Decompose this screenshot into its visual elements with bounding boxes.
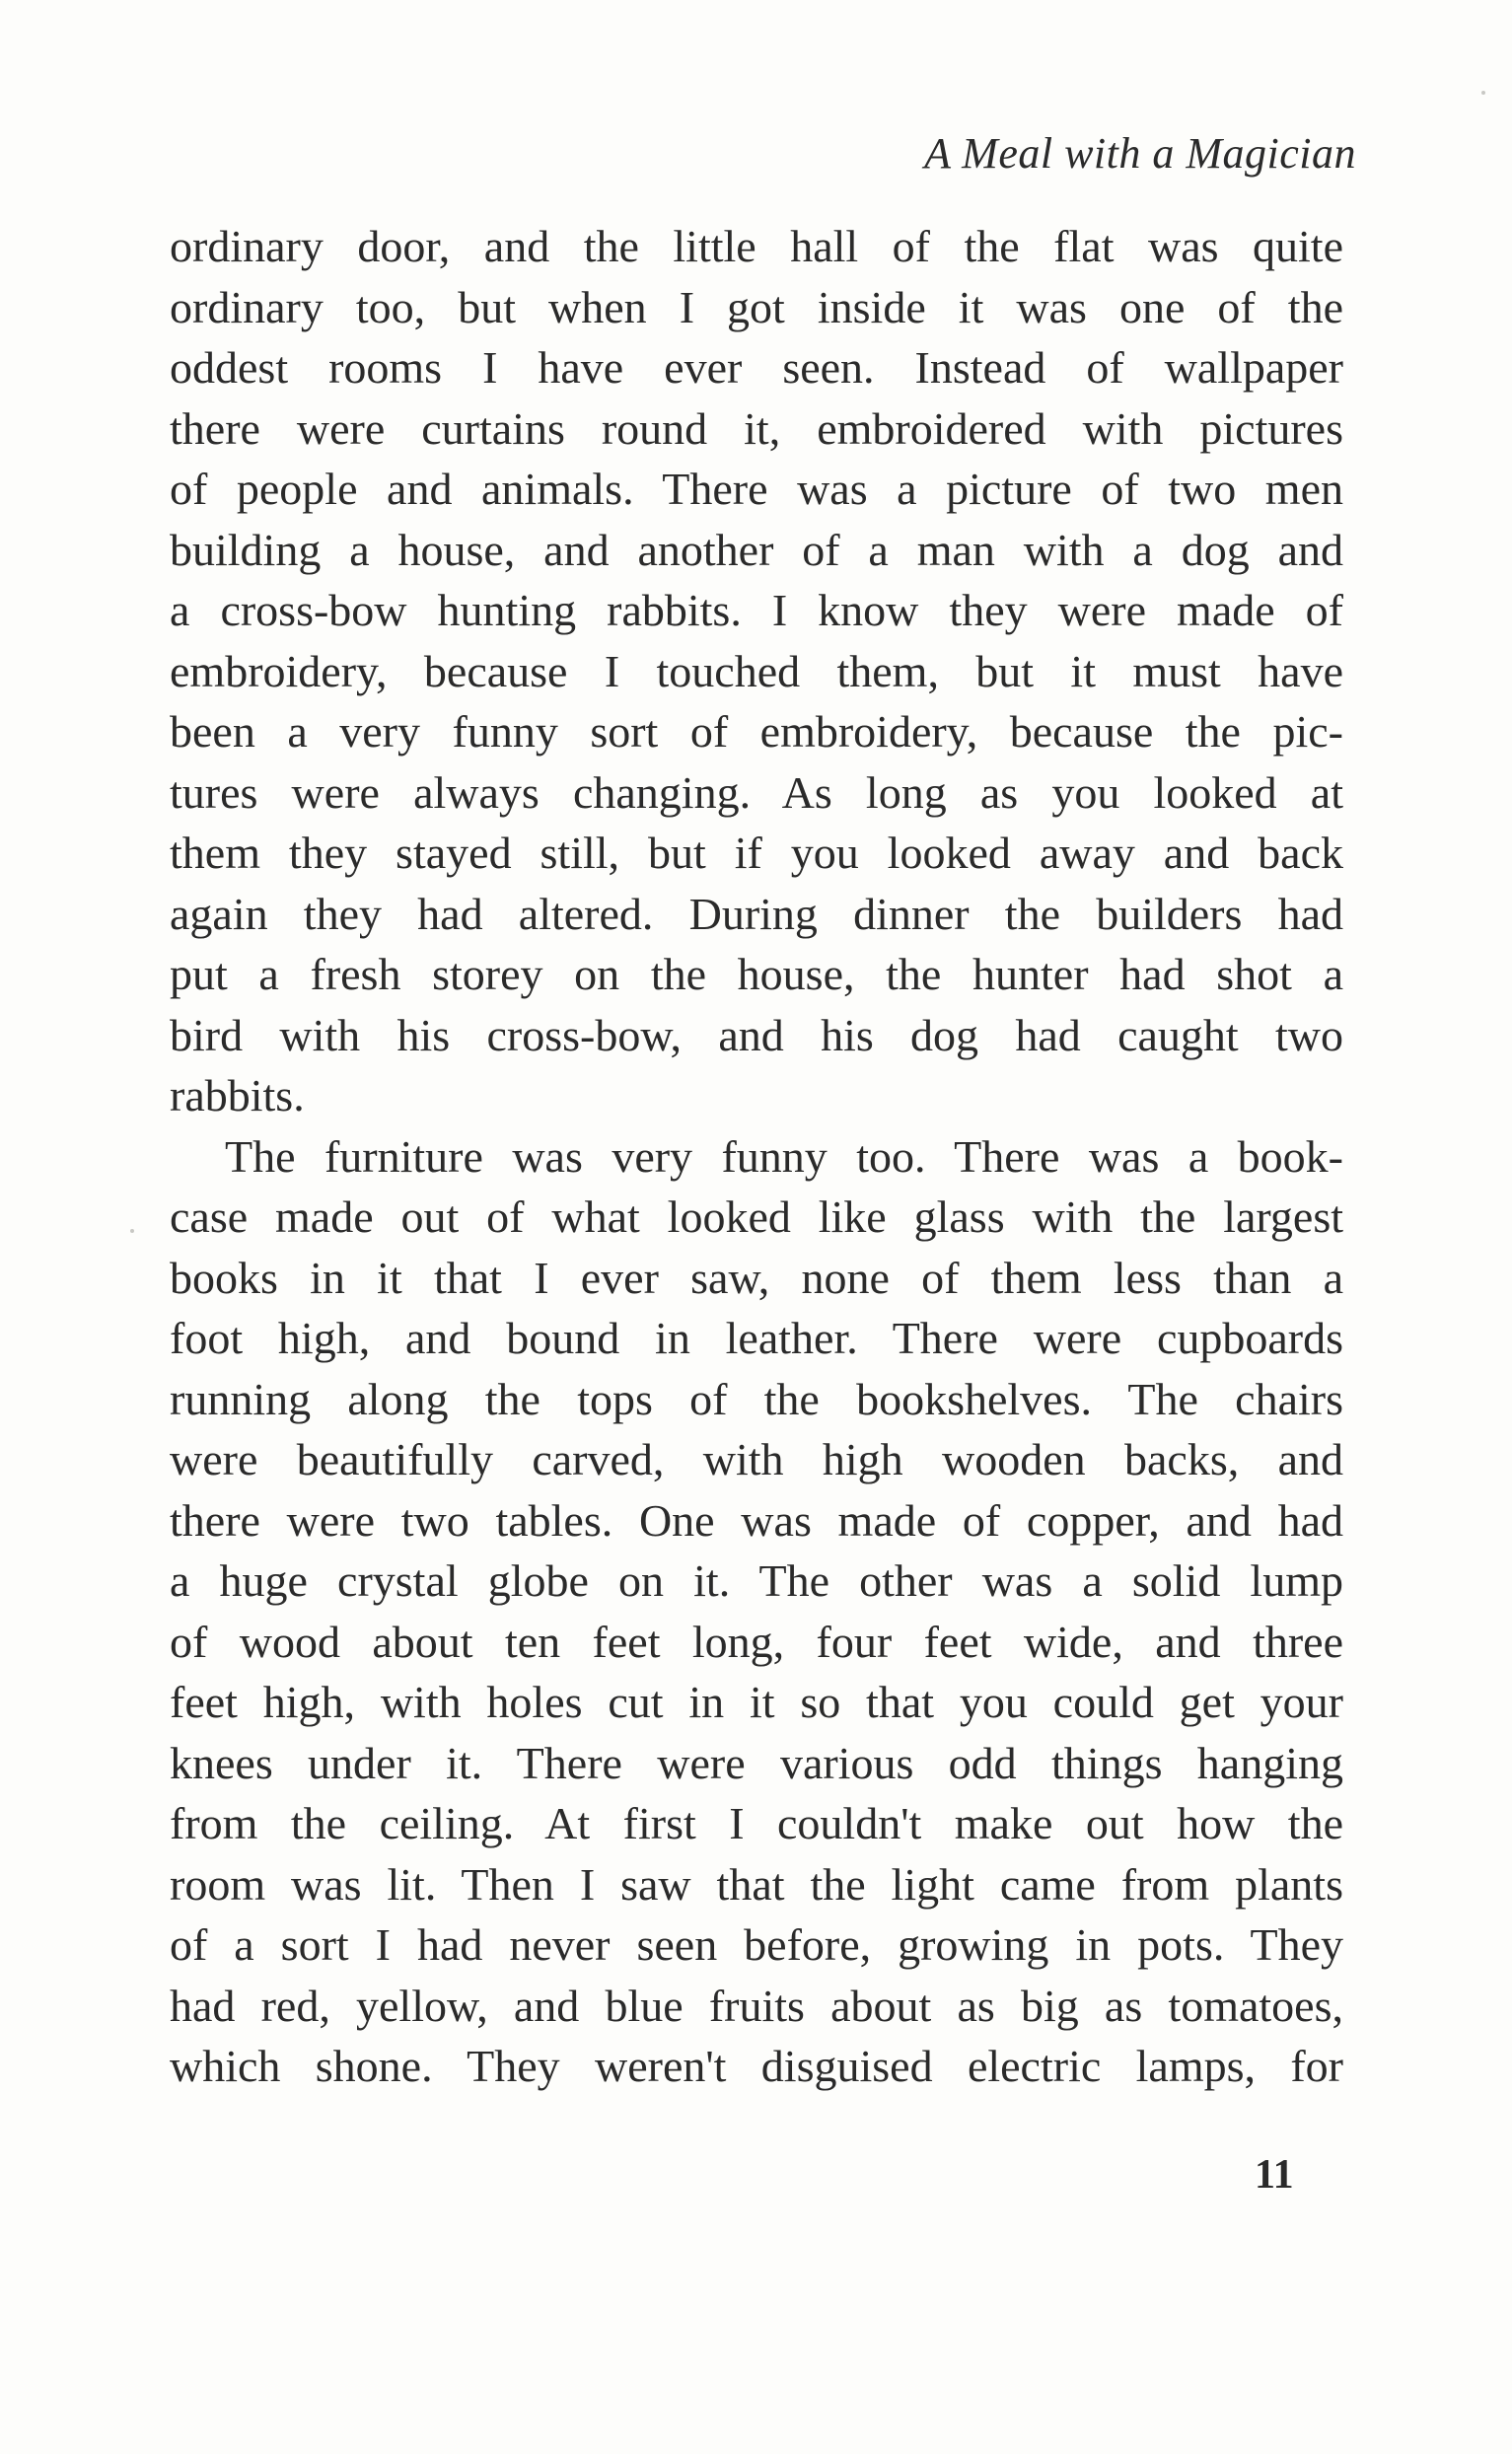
text-line: ordinary too, but when I got inside it was one of the	[170, 281, 1343, 332]
text-line: knees under it. There were various odd things hanging	[170, 1737, 1343, 1788]
text-line: books in it that I ever saw, none of them less than a	[170, 1252, 1343, 1303]
paper-speck	[1481, 91, 1485, 95]
paper-speck	[130, 1229, 134, 1233]
text-line: again they had altered. During dinner the builders had	[170, 888, 1343, 939]
text-line: tures were always changing. As long as you looked at	[170, 766, 1343, 818]
text-line: The furniture was very funny too. There was a book-	[225, 1130, 1343, 1182]
paragraph-2	[170, 1126, 1343, 2097]
text-line: of a sort I had never seen before, growing in pots. They	[170, 1919, 1343, 1970]
text-line: running along the tops of the bookshelves. The chairs	[170, 1373, 1343, 1424]
text-line: a huge crystal globe on it. The other was a solid lump	[170, 1555, 1343, 1606]
text-line: room was lit. Then I saw that the light came from plants	[170, 1858, 1343, 1910]
text-line: were beautifully carved, with high wooden backs, and	[170, 1434, 1343, 1484]
text-line: them they stayed still, but if you looked away and back	[170, 828, 1343, 878]
text-line: there were curtains round it, embroidered with pictures	[170, 402, 1343, 454]
text-line: rabbits.	[170, 1070, 305, 1120]
text-line: been a very funny sort of embroidery, because the pic-	[170, 706, 1343, 757]
body-text	[170, 216, 1343, 2097]
text-line: put a fresh storey on the house, the hunter had shot a	[170, 949, 1343, 999]
text-line: of wood about ten feet long, four feet wide, and three	[170, 1616, 1343, 1667]
running-head: A Meal with a Magician	[924, 129, 1356, 178]
text-line: a cross-bow hunting rabbits. I know they were made of	[170, 585, 1343, 635]
text-line: which shone. They weren't disguised electric lamps, for	[170, 2041, 1343, 2091]
text-line: feet high, with holes cut in it so that you could get your	[170, 1677, 1343, 1727]
text-line: from the ceiling. At first I couldn't make out how the	[170, 1798, 1343, 1848]
text-line: ordinary door, and the little hall of the flat was quite	[170, 221, 1343, 271]
text-line: bird with his cross-bow, and his dog had caught two	[170, 1009, 1343, 1060]
text-line: oddest rooms I have ever seen. Instead of wallpaper	[170, 342, 1343, 393]
text-line: had red, yellow, and blue fruits about as big as tomatoes,	[170, 1980, 1343, 2031]
text-line: building a house, and another of a man with a dog and	[170, 524, 1343, 575]
text-line: embroidery, because I touched them, but it must have	[170, 645, 1343, 696]
paragraph-1	[170, 216, 1343, 1126]
text-line: of people and animals. There was a picture of two men	[170, 464, 1343, 514]
text-line: there were two tables. One was made of copper, and had	[170, 1494, 1343, 1546]
text-line: case made out of what looked like glass with the largest	[170, 1191, 1343, 1242]
page-number: 11	[1255, 2152, 1294, 2198]
text-line: foot high, and bound in leather. There were cupboards	[170, 1313, 1343, 1363]
